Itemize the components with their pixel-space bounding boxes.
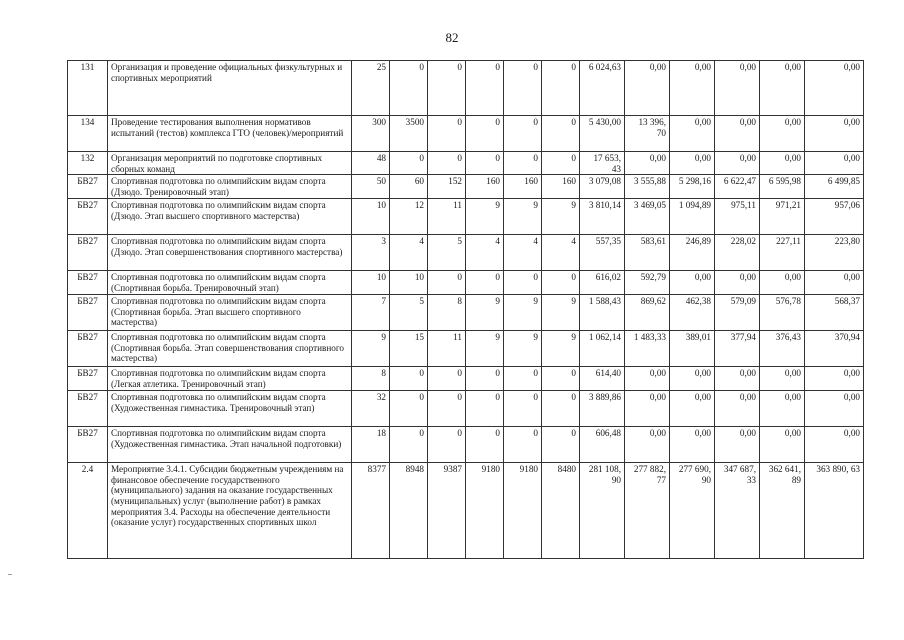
- row-value-3: 0: [428, 152, 466, 175]
- row-code: БВ27: [68, 199, 108, 235]
- row-value-10: 975,11: [715, 199, 760, 235]
- row-value-8: 592,79: [625, 271, 670, 295]
- row-value-2: 0: [390, 391, 428, 427]
- row-code: 134: [68, 116, 108, 152]
- row-code: БВ27: [68, 295, 108, 331]
- row-value-9: 246,89: [670, 235, 715, 271]
- row-value-9: 0,00: [670, 152, 715, 175]
- row-value-6: 8480: [542, 463, 580, 559]
- row-value-3: 9387: [428, 463, 466, 559]
- row-value-12: 370,94: [805, 331, 864, 367]
- row-value-6: 4: [542, 235, 580, 271]
- row-value-8: 583,61: [625, 235, 670, 271]
- page-number: 82: [445, 30, 459, 45]
- row-code: 2.4: [68, 463, 108, 559]
- row-code: БВ27: [68, 331, 108, 367]
- row-name: Спортивная подготовка по олимпийским видам спорта (Спортивная борьба. Этап высшего спортивного мастерства): [108, 295, 352, 331]
- row-code: БВ27: [68, 235, 108, 271]
- row-name: Мероприятие 3.4.1. Субсидии бюджетным учреждениям на финансовое обеспечение государственного (муниципального) задания на оказание государственных (муниципальных) услуг (выполнение работ) в рамках мероприятия 3.4. Расходы на обеспечение деятельности (оказание услуг) государственных спортивных школ: [108, 463, 352, 559]
- table-row: [68, 271, 864, 295]
- row-value-4: 9: [466, 331, 504, 367]
- row-value-4: 0: [466, 427, 504, 463]
- row-name: Проведение тестирования выполнения нормативов испытаний (тестов) комплекса ГТО (человек)/мероприятий: [108, 116, 352, 152]
- row-value-12: 568,37: [805, 295, 864, 331]
- row-value-10: 0,00: [715, 271, 760, 295]
- row-value-4: 160: [466, 175, 504, 199]
- row-value-12: 0,00: [805, 427, 864, 463]
- row-value-2: 5: [390, 295, 428, 331]
- row-value-6: 0: [542, 391, 580, 427]
- row-value-6: 9: [542, 331, 580, 367]
- row-value-8: 869,62: [625, 295, 670, 331]
- row-value-11: 0,00: [760, 391, 805, 427]
- row-value-11: 0,00: [760, 271, 805, 295]
- row-value-12: 0,00: [805, 61, 864, 116]
- table-body: [68, 61, 864, 559]
- row-value-3: 5: [428, 235, 466, 271]
- row-value-8: 277 882, 77: [625, 463, 670, 559]
- row-value-12: 223,80: [805, 235, 864, 271]
- row-value-3: 0: [428, 116, 466, 152]
- row-value-10: 347 687, 33: [715, 463, 760, 559]
- row-value-2: 10: [390, 271, 428, 295]
- row-value-10: 0,00: [715, 367, 760, 391]
- row-value-8: 3 469,05: [625, 199, 670, 235]
- row-value-5: 9180: [504, 463, 542, 559]
- row-value-2: 60: [390, 175, 428, 199]
- row-value-1: 10: [352, 199, 390, 235]
- table-row: [68, 152, 864, 175]
- row-value-3: 8: [428, 295, 466, 331]
- row-value-5: 0: [504, 427, 542, 463]
- table-row: [68, 331, 864, 367]
- row-value-6: 9: [542, 295, 580, 331]
- table-row: [68, 367, 864, 391]
- row-value-12: 6 499,85: [805, 175, 864, 199]
- table-row: [68, 199, 864, 235]
- row-value-3: 0: [428, 367, 466, 391]
- row-value-12: 363 890, 63: [805, 463, 864, 559]
- row-value-1: 50: [352, 175, 390, 199]
- row-value-12: 0,00: [805, 391, 864, 427]
- row-name: Спортивная подготовка по олимпийским видам спорта (Художественная гимнастика. Тренировочный этап): [108, 391, 352, 427]
- row-value-8: 0,00: [625, 367, 670, 391]
- row-value-9: 1 094,89: [670, 199, 715, 235]
- row-value-2: 12: [390, 199, 428, 235]
- row-value-6: 0: [542, 116, 580, 152]
- row-value-6: 0: [542, 152, 580, 175]
- row-value-10: 0,00: [715, 427, 760, 463]
- row-value-7: 557,35: [580, 235, 625, 271]
- row-value-7: 5 430,00: [580, 116, 625, 152]
- row-value-4: 0: [466, 367, 504, 391]
- row-value-7: 3 079,08: [580, 175, 625, 199]
- row-value-5: 4: [504, 235, 542, 271]
- row-value-8: 1 483,33: [625, 331, 670, 367]
- row-value-6: 0: [542, 427, 580, 463]
- row-value-11: 0,00: [760, 427, 805, 463]
- row-value-9: 0,00: [670, 116, 715, 152]
- row-value-3: 11: [428, 331, 466, 367]
- row-code: 132: [68, 152, 108, 175]
- row-value-5: 0: [504, 61, 542, 116]
- row-value-1: 8: [352, 367, 390, 391]
- table-row: [68, 463, 864, 559]
- row-value-12: 0,00: [805, 367, 864, 391]
- row-value-4: 0: [466, 116, 504, 152]
- row-value-1: 3: [352, 235, 390, 271]
- row-value-5: 9: [504, 331, 542, 367]
- row-value-9: 389,01: [670, 331, 715, 367]
- row-value-11: 0,00: [760, 116, 805, 152]
- row-value-2: 0: [390, 427, 428, 463]
- row-value-7: 6 024,63: [580, 61, 625, 116]
- row-value-11: 576,78: [760, 295, 805, 331]
- row-value-5: 0: [504, 391, 542, 427]
- row-value-8: 0,00: [625, 391, 670, 427]
- row-value-6: 9: [542, 199, 580, 235]
- table-row: [68, 427, 864, 463]
- row-value-11: 0,00: [760, 152, 805, 175]
- row-name: Спортивная подготовка по олимпийским видам спорта (Спортивная борьба. Тренировочный этап): [108, 271, 352, 295]
- row-code: БВ27: [68, 367, 108, 391]
- row-value-7: 17 653, 43: [580, 152, 625, 175]
- row-value-10: 579,09: [715, 295, 760, 331]
- row-value-1: 10: [352, 271, 390, 295]
- table-row: [68, 235, 864, 271]
- row-value-1: 18: [352, 427, 390, 463]
- row-value-3: 152: [428, 175, 466, 199]
- row-value-11: 376,43: [760, 331, 805, 367]
- row-name: Организация и проведение официальных физкультурных и спортивных мероприятий: [108, 61, 352, 116]
- row-value-6: 0: [542, 367, 580, 391]
- row-value-10: 0,00: [715, 152, 760, 175]
- row-value-8: 0,00: [625, 152, 670, 175]
- table-row: [68, 295, 864, 331]
- row-value-9: 0,00: [670, 271, 715, 295]
- row-value-4: 0: [466, 152, 504, 175]
- row-value-5: 160: [504, 175, 542, 199]
- row-value-10: 377,94: [715, 331, 760, 367]
- row-value-6: 160: [542, 175, 580, 199]
- row-value-4: 9: [466, 199, 504, 235]
- row-value-9: 277 690, 90: [670, 463, 715, 559]
- row-value-11: 362 641, 89: [760, 463, 805, 559]
- row-name: Спортивная подготовка по олимпийским видам спорта (Легкая атлетика. Тренировочный этап): [108, 367, 352, 391]
- table-row: [68, 61, 864, 116]
- row-value-5: 0: [504, 367, 542, 391]
- row-value-10: 0,00: [715, 116, 760, 152]
- row-value-11: 6 595,98: [760, 175, 805, 199]
- row-value-1: 9: [352, 331, 390, 367]
- row-name: Организация мероприятий по подготовке спортивных сборных команд: [108, 152, 352, 175]
- row-value-10: 228,02: [715, 235, 760, 271]
- row-value-4: 9180: [466, 463, 504, 559]
- row-value-12: 957,06: [805, 199, 864, 235]
- row-name: Спортивная подготовка по олимпийским видам спорта (Спортивная борьба. Этап совершенствования спортивного мастерства): [108, 331, 352, 367]
- row-value-7: 281 108, 90: [580, 463, 625, 559]
- row-value-10: 6 622,47: [715, 175, 760, 199]
- row-value-7: 1 588,43: [580, 295, 625, 331]
- row-code: БВ27: [68, 427, 108, 463]
- row-value-2: 8948: [390, 463, 428, 559]
- scan-artifact: [8, 574, 12, 575]
- row-name: Спортивная подготовка по олимпийским видам спорта (Дзюдо. Этап совершенствования спортивного мастерства): [108, 235, 352, 271]
- row-value-5: 9: [504, 295, 542, 331]
- budget-table: [67, 60, 864, 559]
- row-value-7: 3 889,86: [580, 391, 625, 427]
- row-value-1: 7: [352, 295, 390, 331]
- row-name: Спортивная подготовка по олимпийским видам спорта (Дзюдо. Тренировочный этап): [108, 175, 352, 199]
- row-value-4: 0: [466, 271, 504, 295]
- table-row: [68, 116, 864, 152]
- row-value-10: 0,00: [715, 61, 760, 116]
- row-value-9: 0,00: [670, 391, 715, 427]
- table-row: [68, 391, 864, 427]
- row-value-4: 0: [466, 61, 504, 116]
- row-value-2: 0: [390, 61, 428, 116]
- row-value-6: 0: [542, 271, 580, 295]
- row-value-3: 0: [428, 271, 466, 295]
- row-code: БВ27: [68, 391, 108, 427]
- row-value-5: 0: [504, 271, 542, 295]
- row-value-7: 1 062,14: [580, 331, 625, 367]
- row-value-5: 9: [504, 199, 542, 235]
- row-value-2: 0: [390, 367, 428, 391]
- row-value-1: 48: [352, 152, 390, 175]
- table-row: [68, 175, 864, 199]
- row-value-11: 0,00: [760, 61, 805, 116]
- row-value-3: 0: [428, 427, 466, 463]
- row-value-2: 4: [390, 235, 428, 271]
- row-value-11: 971,21: [760, 199, 805, 235]
- row-value-4: 4: [466, 235, 504, 271]
- row-value-7: 616,02: [580, 271, 625, 295]
- row-value-2: 15: [390, 331, 428, 367]
- row-value-2: 0: [390, 152, 428, 175]
- row-value-7: 614,40: [580, 367, 625, 391]
- row-value-3: 0: [428, 61, 466, 116]
- row-value-1: 32: [352, 391, 390, 427]
- row-value-11: 0,00: [760, 367, 805, 391]
- row-value-12: 0,00: [805, 116, 864, 152]
- row-value-9: 5 298,16: [670, 175, 715, 199]
- row-value-1: 25: [352, 61, 390, 116]
- row-value-10: 0,00: [715, 391, 760, 427]
- row-value-8: 13 396, 70: [625, 116, 670, 152]
- row-value-7: 606,48: [580, 427, 625, 463]
- row-value-3: 11: [428, 199, 466, 235]
- row-value-12: 0,00: [805, 271, 864, 295]
- row-value-9: 0,00: [670, 427, 715, 463]
- row-value-4: 9: [466, 295, 504, 331]
- row-value-9: 0,00: [670, 367, 715, 391]
- row-value-9: 0,00: [670, 61, 715, 116]
- row-value-6: 0: [542, 61, 580, 116]
- row-value-8: 3 555,88: [625, 175, 670, 199]
- row-value-12: 0,00: [805, 152, 864, 175]
- row-code: БВ27: [68, 175, 108, 199]
- row-name: Спортивная подготовка по олимпийским видам спорта (Художественная гимнастика. Этап начальной подготовки): [108, 427, 352, 463]
- row-value-8: 0,00: [625, 61, 670, 116]
- row-value-2: 3500: [390, 116, 428, 152]
- row-code: 131: [68, 61, 108, 116]
- row-value-5: 0: [504, 152, 542, 175]
- row-value-4: 0: [466, 391, 504, 427]
- row-value-8: 0,00: [625, 427, 670, 463]
- row-value-7: 3 810,14: [580, 199, 625, 235]
- row-value-11: 227,11: [760, 235, 805, 271]
- row-value-5: 0: [504, 116, 542, 152]
- row-name: Спортивная подготовка по олимпийским видам спорта (Дзюдо. Этап высшего спортивного мастерства): [108, 199, 352, 235]
- row-value-9: 462,38: [670, 295, 715, 331]
- row-value-1: 300: [352, 116, 390, 152]
- row-code: БВ27: [68, 271, 108, 295]
- row-value-1: 8377: [352, 463, 390, 559]
- row-value-3: 0: [428, 391, 466, 427]
